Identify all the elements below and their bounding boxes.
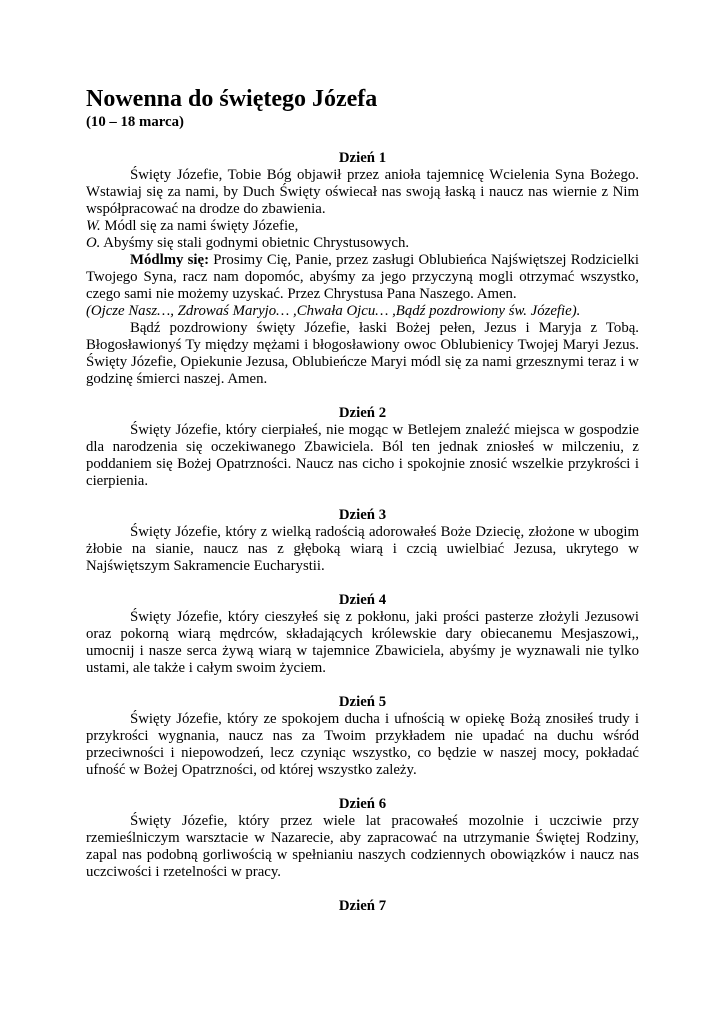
day-heading: Dzień 2 — [338, 405, 387, 421]
document-content — [86, 86, 639, 915]
day-heading: Dzień 6 — [338, 796, 387, 812]
response-text: Abyśmy się stali godnymi obietnic Chrystusowych. — [100, 235, 410, 251]
versicle-line — [86, 218, 639, 235]
document-title: Nowenna do świętego Józefa — [86, 86, 378, 112]
prayer-label: Módlmy się: — [130, 252, 210, 268]
prayers-list: (Ojcze Nasz…, Zdrowaś Maryjo… ,Chwała Ojcu… ,Bądź pozdrowiony św. Józefie). — [86, 303, 581, 319]
day-text: Święty Józefie, który cieszyłeś się z pokłonu, jaki prości pasterze złożyli Jezusowi oraz pokorną wiarą mędrców, składających królewskie dary obiecanemu Mesjaszowi,, umocnij i nasze serca żywą wiarą w tajemnice Zbawiciela, abyśmy je wyznawali nie tylko ustami, ale także i całym swoim życiem. — [86, 609, 639, 676]
day-heading: Dzień 1 — [338, 150, 387, 166]
response-line — [86, 235, 639, 252]
day-heading: Dzień 7 — [338, 898, 387, 914]
day-text: Święty Józefie, który cierpiałeś, nie mogąc w Betlejem znaleźć miejsca w gospodzie dla narodzenia się oczekiwanego Zbawiciela. Ból ten jednak zniosłeś w milczeniu, z poddaniem się Bożej Opatrzności. Naucz nas cicho i spokojnie znosić wszelkie przykrości i cierpienia. — [86, 422, 639, 489]
prayer-text: Prosimy Cię, Panie, przez zasługi Oblubieńca Najświętszej Rodzicielki Twojego Syna, racz nam dopomóc, abyśmy za jego przyczyną mogli otrzymać wszystko, czego sami nie możemy uzyskać. Przez Chrystusa Pana Naszego. Amen. — [86, 252, 639, 302]
day-3-section — [86, 507, 639, 575]
day-2-section — [86, 405, 639, 490]
day-1-intro: Święty Józefie, Tobie Bóg objawił przez anioła tajemnicę Wcielenia Syna Bożego. Wstawiaj się za nami, by Duch Święty oświecał nas swoją łaską i naucz nas wiernie z Nim współpracować na drodze do zbawienia. — [86, 167, 639, 217]
prayer-paragraph — [86, 252, 639, 303]
day-4-section — [86, 592, 639, 677]
versicle-text: Módl się za nami święty Józefie, — [100, 218, 299, 234]
day-7-section — [86, 898, 639, 915]
response-marker: O. — [86, 235, 101, 251]
day-text: Święty Józefie, który ze spokojem ducha i ufnością w opiekę Bożą znosiłeś trudy i przykrości wygnania, naucz nas za Twoim przykładem nie upadać na duchu wśród przeciwności i niepowodzeń, lecz czyniąc wszystko, co będzie w naszej mocy, pokładać ufność w Bożej Opatrzności, od której wszystko zależy. — [86, 711, 639, 778]
day-heading: Dzień 5 — [338, 694, 387, 710]
document-subtitle: (10 – 18 marca) — [86, 114, 184, 130]
day-text: Święty Józefie, który z wielką radością adorowałeś Boże Dziecię, złożone w ubogim żłobie na sianie, naucz nas z głęboką wiarą i czcią uwielbiać Jezusa, ukrytego w Najświętszym Sakramencie Eucharystii. — [86, 524, 639, 574]
day-6-section — [86, 796, 639, 881]
day-text: Święty Józefie, który przez wiele lat pracowałeś mozolnie i uczciwie przy rzemieślniczym warsztacie w Nazarecie, aby zapracować na utrzymanie Świętej Rodziny, zapal nas podobną gorliwością w spełnianiu naszych codziennych obowiązków i naucz nas uczciwości i rzetelności w pracy. — [86, 813, 639, 880]
day-5-section — [86, 694, 639, 779]
day-heading: Dzień 4 — [338, 592, 387, 608]
day-1-section — [86, 150, 639, 388]
day-1-closing: Bądź pozdrowiony święty Józefie, łaski Bożej pełen, Jezus i Maryja z Tobą. Błogosławionyś Ty między mężami i błogosławiony owoc Oblubienicy Twojej Maryi Jezus. Święty Józefie, Opiekunie Jezusa, Oblubieńcze Maryi módl się za nami grzesznymi teraz i w godzinę śmierci naszej. Amen. — [86, 320, 639, 387]
day-heading: Dzień 3 — [338, 507, 387, 523]
versicle-marker: W. — [86, 218, 101, 234]
